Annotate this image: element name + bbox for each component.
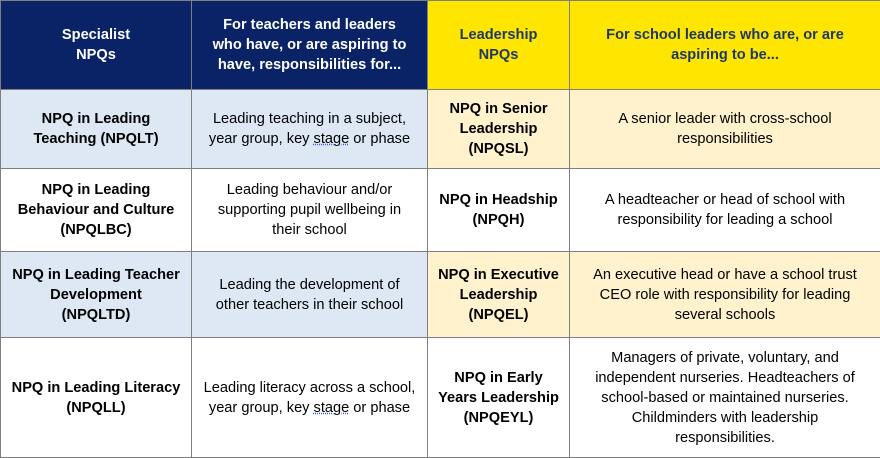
cell-text-line: (NPQSL) [436,139,561,159]
cell-text-line: Behaviour and Culture [9,200,183,220]
cell-text-line: other teachers in their school [200,295,419,315]
cell-text-line: Teaching (NPQLT) [9,129,183,149]
cell-text-line: Leadership [436,119,561,139]
header-text-line: have, responsibilities for... [200,55,419,75]
specialist-description-cell [192,338,428,458]
cell-text-line: Leadership [436,285,561,305]
leadership-npq-cell [428,252,570,338]
header-text-line: Specialist [9,25,183,45]
specialist-npqs-header [1,1,192,90]
cell-text-line: responsibilities [578,129,872,149]
cell-text-line: NPQ in Senior [436,99,561,119]
cell-text-line: NPQ in Early [436,368,561,388]
cell-text-line: (NPQLTD) [9,305,183,325]
cell-text-line: Leading literacy across a school, [200,378,419,398]
header-text-line: For school leaders who are, or are [578,25,872,45]
specialist-npq-cell [1,90,192,169]
cell-text-line: A senior leader with cross-school [578,109,872,129]
cell-text-line: Childminders with leadership [578,408,872,428]
cell-text-line: independent nurseries. Headteachers of [578,368,872,388]
cell-text-fragment: year group, key [209,131,314,147]
leadership-description-cell [570,169,880,252]
leadership-description-cell [570,90,880,169]
header-text-line: who have, or are aspiring to [200,35,419,55]
cell-text-line: responsibility for leading a school [578,210,872,230]
leadership-npq-cell [428,338,570,458]
cell-text-line: Years Leadership [436,388,561,408]
cell-text-line: supporting pupil wellbeing in [200,200,419,220]
cell-text-line: (NPQLBC) [9,220,183,240]
cell-text-line: (NPQEL) [436,305,561,325]
table-row [1,252,880,338]
cell-text-line: (NPQLL) [9,398,183,418]
cell-text-line: their school [200,220,419,240]
leadership-description-cell [570,252,880,338]
cell-text-line: A headteacher or head of school with [578,190,872,210]
header-text-line: NPQs [9,45,183,65]
specialist-description-header [192,1,428,90]
cell-text-line: NPQ in Leading Teacher [9,265,183,285]
table-row [1,90,880,169]
cell-text-line: NPQ in Leading [9,180,183,200]
cell-text-line: (NPQH) [436,210,561,230]
leadership-npq-cell [428,169,570,252]
cell-text-fragment: or phase [349,131,410,147]
leadership-description-cell [570,338,880,458]
underlined-word: stage [314,131,350,147]
cell-text-line: Managers of private, voluntary, and [578,348,872,368]
leadership-npqs-header [428,1,570,90]
cell-text-line: Leading behaviour and/or [200,180,419,200]
header-text-line: aspiring to be... [578,45,872,65]
cell-text-fragment: year group, key [209,400,314,416]
header-row [1,1,880,90]
table-row [1,338,880,458]
cell-text-line: school-based or maintained nurseries. [578,388,872,408]
cell-text-line: NPQ in Headship [436,190,561,210]
specialist-npq-cell [1,252,192,338]
specialist-description-cell [192,252,428,338]
specialist-description-cell [192,169,428,252]
cell-text-line: several schools [578,305,872,325]
cell-text-line: NPQ in Leading [9,109,183,129]
leadership-description-header [570,1,880,90]
specialist-npq-cell [1,338,192,458]
cell-text-line: CEO role with responsibility for leading [578,285,872,305]
cell-text-line [200,129,419,149]
cell-text-fragment: or phase [349,400,410,416]
specialist-npq-cell [1,169,192,252]
cell-text-line: NPQ in Executive [436,265,561,285]
cell-text-line: NPQ in Leading Literacy [9,378,183,398]
underlined-word: stage [314,400,350,416]
table-row [1,169,880,252]
leadership-npq-cell [428,90,570,169]
cell-text-line: (NPQEYL) [436,408,561,428]
cell-text-line [200,398,419,418]
specialist-description-cell [192,90,428,169]
cell-text-line: Leading the development of [200,275,419,295]
cell-text-line: An executive head or have a school trust [578,265,872,285]
cell-text-line: Leading teaching in a subject, [200,109,419,129]
cell-text-line: Development [9,285,183,305]
header-text-line: Leadership [436,25,561,45]
header-text-line: For teachers and leaders [200,15,419,35]
header-text-line: NPQs [436,45,561,65]
cell-text-line: responsibilities. [578,428,872,448]
